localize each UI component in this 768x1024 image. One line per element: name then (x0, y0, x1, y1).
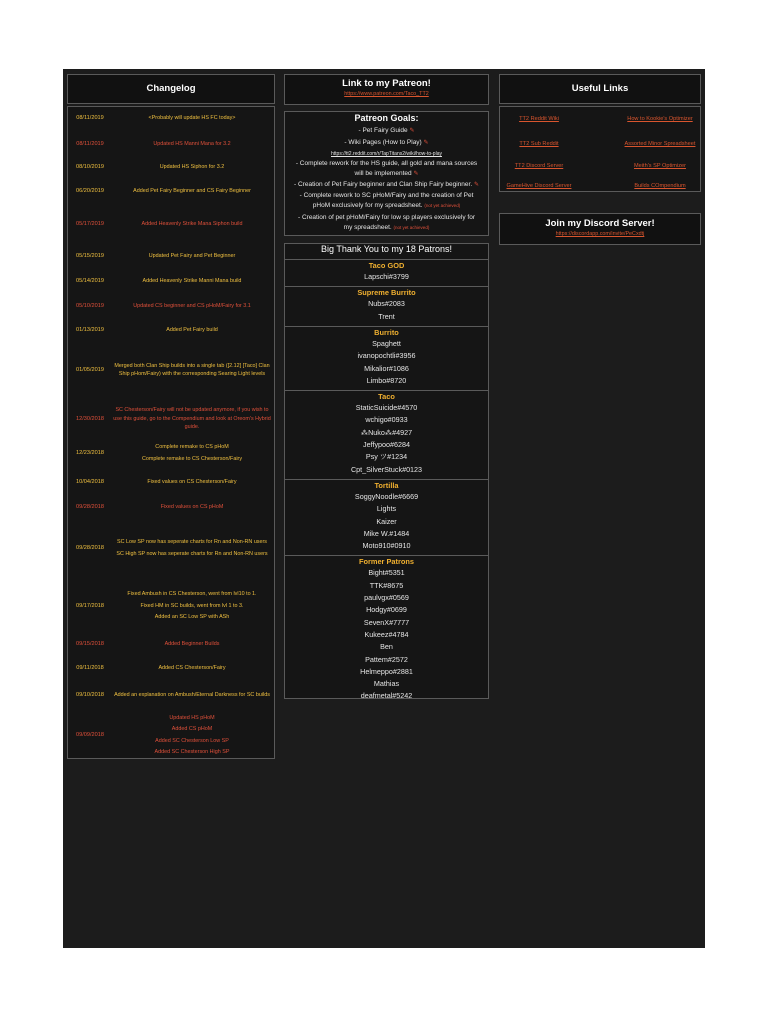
changelog-row (67, 657, 275, 679)
changelog-text (113, 443, 271, 463)
patron-name: SevenX#7777 (363, 617, 410, 627)
changelog-date: 05/15/2019 (76, 253, 104, 259)
changelog-row (67, 243, 275, 269)
useful-link[interactable]: TT2 Reddit Wiki (519, 116, 559, 122)
patron-name: Trent (378, 311, 395, 321)
patron-name: Jeffypoo#6284 (362, 440, 411, 449)
changelog-date: 08/11/2019 (76, 141, 104, 147)
tier-title: Taco GOD (368, 261, 405, 270)
patron-name: Spaghett (372, 338, 401, 348)
changelog-line: Added SC Chesterson High SP (154, 749, 230, 755)
changelog-line: Updated Pet Fairy and Pet Beginner (148, 252, 236, 259)
changelog-row (67, 107, 275, 129)
changelog-line: Fixed values on CS Chesterson/Fairy (147, 478, 237, 485)
patron-name: ⁂Nuko⁂#4927 (360, 427, 413, 437)
tier-divider (285, 479, 488, 480)
changelog-line: Complete remake to CS pHoM (155, 444, 229, 450)
changelog-text (113, 220, 271, 229)
changelog-text (113, 302, 271, 311)
patron-name: Hodgy#0699 (366, 605, 407, 615)
patron-name: ivanopochtli#3956 (357, 351, 416, 361)
tier-divider (285, 259, 488, 260)
changelog-text (113, 691, 271, 700)
tier-title: Former Patrons (358, 557, 415, 567)
goal-fairy-beginner: - Creation of Pet Fairy beginner and Clan Ship Fairy beginner. ✎ (294, 181, 479, 188)
patron-name: Mike W.#1484 (363, 528, 410, 538)
changelog-title: Changelog (146, 83, 196, 94)
changelog-date: 08/10/2019 (76, 164, 104, 170)
goal-pet-fairy: - Pet Fairy Guide ✎ (358, 127, 415, 134)
patron-name: Kaizer (376, 516, 397, 526)
changelog-line: SC High SP now has seperate charts for Rn and Non-RN users (116, 550, 268, 557)
changelog-line: SC Chesterson/Fairy will not be updated anymore, if you wish to use this guide, go to the Compendium and look at Oreom's Hybrid guide. (113, 407, 271, 431)
changelog-date: 09/11/2018 (76, 665, 104, 671)
patron-name: Lapschi#3799 (364, 272, 409, 281)
changelog-line: Added CS pHoM (171, 726, 213, 732)
patreon-header (284, 74, 489, 105)
tier-title: Burrito (374, 327, 399, 337)
patrons-thanks: Big Thank You to my 18 Patrons! (321, 244, 452, 254)
changelog-text (113, 664, 271, 673)
goal-hs-rework-2: will be implemented ✎ (354, 170, 419, 177)
patron-name: deafmetal#5242 (360, 691, 413, 701)
useful-links-title: Useful Links (571, 83, 629, 94)
goal-hs-rework: - Complete rework for the HS guide, all gold and mana sources (295, 160, 478, 167)
patron-name: Cpt_SilverStuck#0123 (350, 464, 423, 474)
patron-name: Mikalior#1086 (364, 363, 409, 373)
patron-name: Nubs#2083 (368, 299, 405, 309)
changelog-date: 09/17/2018 (76, 603, 104, 609)
patron-name: SoggyNoodle#6669 (354, 491, 419, 501)
changelog-row (67, 517, 275, 579)
useful-link[interactable]: Meith's SP Optimizer (634, 163, 686, 169)
changelog-line: Added an SC Low SP with ASh (154, 614, 230, 621)
changelog-row (67, 319, 275, 341)
changelog-line: Added Pet Fairy build (166, 326, 218, 333)
useful-links-header (499, 74, 701, 104)
pencil-icon: ✎ (413, 171, 419, 177)
changelog-line: Added an explanation on Ambush/Eternal Darkness for SC builds (114, 691, 270, 698)
changelog-line: Added SC Chesterson Low SP (155, 737, 229, 744)
changelog-text (113, 406, 271, 432)
tier-title: Tortilla (374, 480, 399, 490)
changelog-line: Fixed HM in SC builds, went from lvl 1 to 3. (140, 602, 244, 609)
changelog-text (113, 326, 271, 335)
changelog-text (113, 163, 271, 172)
changelog-line: Added Pet Fairy Beginner and CS Fairy Beginner (133, 187, 251, 194)
changelog-date: 05/10/2019 (76, 303, 104, 309)
changelog-text (113, 187, 271, 196)
goal-sc-rework: - Complete rework to SC pHoM/Fairy and the creation of Pet (299, 192, 474, 199)
changelog-date: 01/13/2019 (76, 327, 104, 333)
goal-wiki-link[interactable]: https://tt2.reddit.com/r/TapTitans2/wiki/how-to-play (331, 151, 442, 157)
changelog-header (67, 74, 275, 104)
patreon-link[interactable]: https://www.patreon.com/Taco_TT2 (344, 91, 429, 97)
changelog-line: SC Low SP now has seperate charts for Rn and Non-RN users (116, 539, 267, 545)
patron-name: wchigo#0933 (365, 415, 408, 425)
patron-name: Psy ツ#1234 (365, 452, 408, 462)
changelog-line: Updated CS beginner and CS pHoM/Fairy for 3.1 (133, 302, 251, 309)
useful-link[interactable]: TT2 Discord Server (514, 163, 564, 169)
patron-name: Mathias (373, 679, 400, 689)
changelog-date: 09/10/2018 (76, 692, 104, 698)
changelog-line: Added CS Chesterson/Fairy (158, 664, 226, 671)
changelog-line: Updated HS Siphon for 3.2 (159, 163, 225, 170)
tier-divider (285, 326, 488, 327)
not-achieved-tag: (not yet achieved) (424, 203, 461, 208)
patron-name: paulvgx#0569 (364, 593, 409, 602)
changelog-row (67, 178, 275, 204)
changelog-row (67, 633, 275, 655)
changelog-text (113, 503, 271, 512)
changelog-line: Updated HS Manni Mana for 3.2 (153, 140, 231, 147)
tier-divider (285, 286, 488, 287)
tier-title: Supreme Burrito (357, 288, 416, 298)
changelog-text (113, 714, 271, 757)
patron-name: Moto910#0910 (362, 541, 411, 551)
useful-link[interactable]: Assorted Minor Spreadsheet (624, 141, 696, 147)
changelog-text (113, 640, 271, 649)
changelog-line: <Probably will update HS FC today> (148, 114, 236, 121)
useful-link[interactable]: GameHive Discord Server (506, 183, 572, 189)
patron-name: StaticSuicide#4570 (355, 403, 418, 413)
useful-link[interactable]: How to Kookie's Optimizer (627, 116, 693, 122)
changelog-row (67, 711, 275, 759)
changelog-date: 01/05/2019 (76, 367, 104, 373)
changelog-text (113, 277, 271, 286)
not-achieved-tag: (not yet achieved) (393, 225, 430, 230)
goal-wiki: - Wiki Pages (How to Play) ✎ (344, 139, 429, 146)
changelog-row (67, 437, 275, 469)
changelog-text (113, 140, 271, 149)
goal-low-sp-2: my spreadsheet. (not yet achieved) (343, 224, 430, 231)
changelog-text (113, 362, 271, 379)
changelog-date: 06/20/2019 (76, 188, 104, 194)
tier-title: Taco (378, 392, 395, 402)
goal-low-sp: - Creation of pet pHoM/Fairy for low sp players exclusively for (297, 214, 475, 221)
goals-title: Patreon Goals: (354, 113, 419, 123)
goal-sc-rework-2: pHoM exclusively for my spreadsheet. (not yet achieved) (312, 202, 461, 209)
changelog-text (113, 252, 271, 261)
changelog-date: 09/28/2018 (76, 504, 104, 510)
patreon-title: Link to my Patreon! (342, 78, 431, 89)
changelog-row (67, 342, 275, 398)
patron-name: Bight#5351 (368, 568, 405, 578)
changelog-line: Fixed values on CS pHoM (160, 503, 224, 510)
changelog-text (113, 590, 271, 622)
changelog-row (67, 471, 275, 493)
changelog-line: Fixed Ambush in CS Chesterson, went from lvl10 to 1. (127, 591, 257, 598)
changelog-date: 08/11/2019 (76, 115, 104, 121)
discord-link[interactable]: https://discordapp.com/invite/PeCxdtj (555, 231, 645, 237)
patron-name: TTK#8675 (369, 580, 404, 590)
changelog-row (67, 680, 275, 710)
changelog-line: Added Heavenly Strike Mana Siphon build (141, 220, 243, 227)
changelog-date: 09/09/2018 (76, 732, 104, 738)
changelog-date: 09/15/2018 (76, 641, 104, 647)
changelog-text (113, 478, 271, 487)
patron-name: Limbo#8720 (366, 375, 407, 385)
changelog-line: Added Heavenly Strike Manni Mana build (142, 277, 242, 284)
tier-divider (285, 390, 488, 391)
changelog-line: Merged both Clan Ship builds into a single tab ([2.12] [Taco] Clan Ship pHom/Fairy) with the corresponding Searing Light levels (114, 362, 270, 377)
changelog-list (67, 107, 275, 759)
patron-name: Pattem#2572 (365, 654, 408, 664)
changelog-row (67, 132, 275, 156)
discord-title: Join my Discord Server! (545, 218, 655, 229)
changelog-date: 05/14/2019 (76, 278, 104, 284)
pencil-icon: ✎ (409, 128, 415, 134)
changelog-date: 10/04/2018 (76, 479, 104, 485)
changelog-row (67, 205, 275, 243)
changelog-line: Complete remake to CS Chesterson/Fairy (141, 455, 243, 462)
pencil-icon: ✎ (473, 182, 479, 188)
changelog-date: 12/23/2018 (76, 450, 104, 456)
changelog-date: 09/28/2018 (76, 545, 104, 551)
changelog-row (67, 400, 275, 438)
patron-name: Helmeppo#2881 (360, 666, 413, 676)
changelog-date: 12/30/2018 (76, 416, 104, 422)
patron-name: Lights (376, 504, 397, 514)
tier-divider (285, 555, 488, 556)
changelog-row (67, 270, 275, 292)
discord-panel (499, 213, 701, 245)
patron-name: Ben (380, 642, 393, 652)
changelog-row (67, 156, 275, 178)
changelog-line: Added Beginner Builds (164, 640, 220, 647)
changelog-row (67, 293, 275, 319)
changelog-text (113, 114, 271, 123)
changelog-date: 05/17/2019 (76, 221, 104, 227)
changelog-row (67, 581, 275, 631)
changelog-row (67, 496, 275, 518)
changelog-text (113, 538, 271, 558)
patron-name: Kukeez#4784 (364, 629, 409, 639)
pencil-icon: ✎ (423, 140, 429, 146)
changelog-line: Updated HS pHoM (169, 714, 215, 721)
useful-link[interactable]: Builds COmpendium (634, 183, 686, 189)
useful-link[interactable]: TT2 Sub Reddit (519, 141, 559, 147)
